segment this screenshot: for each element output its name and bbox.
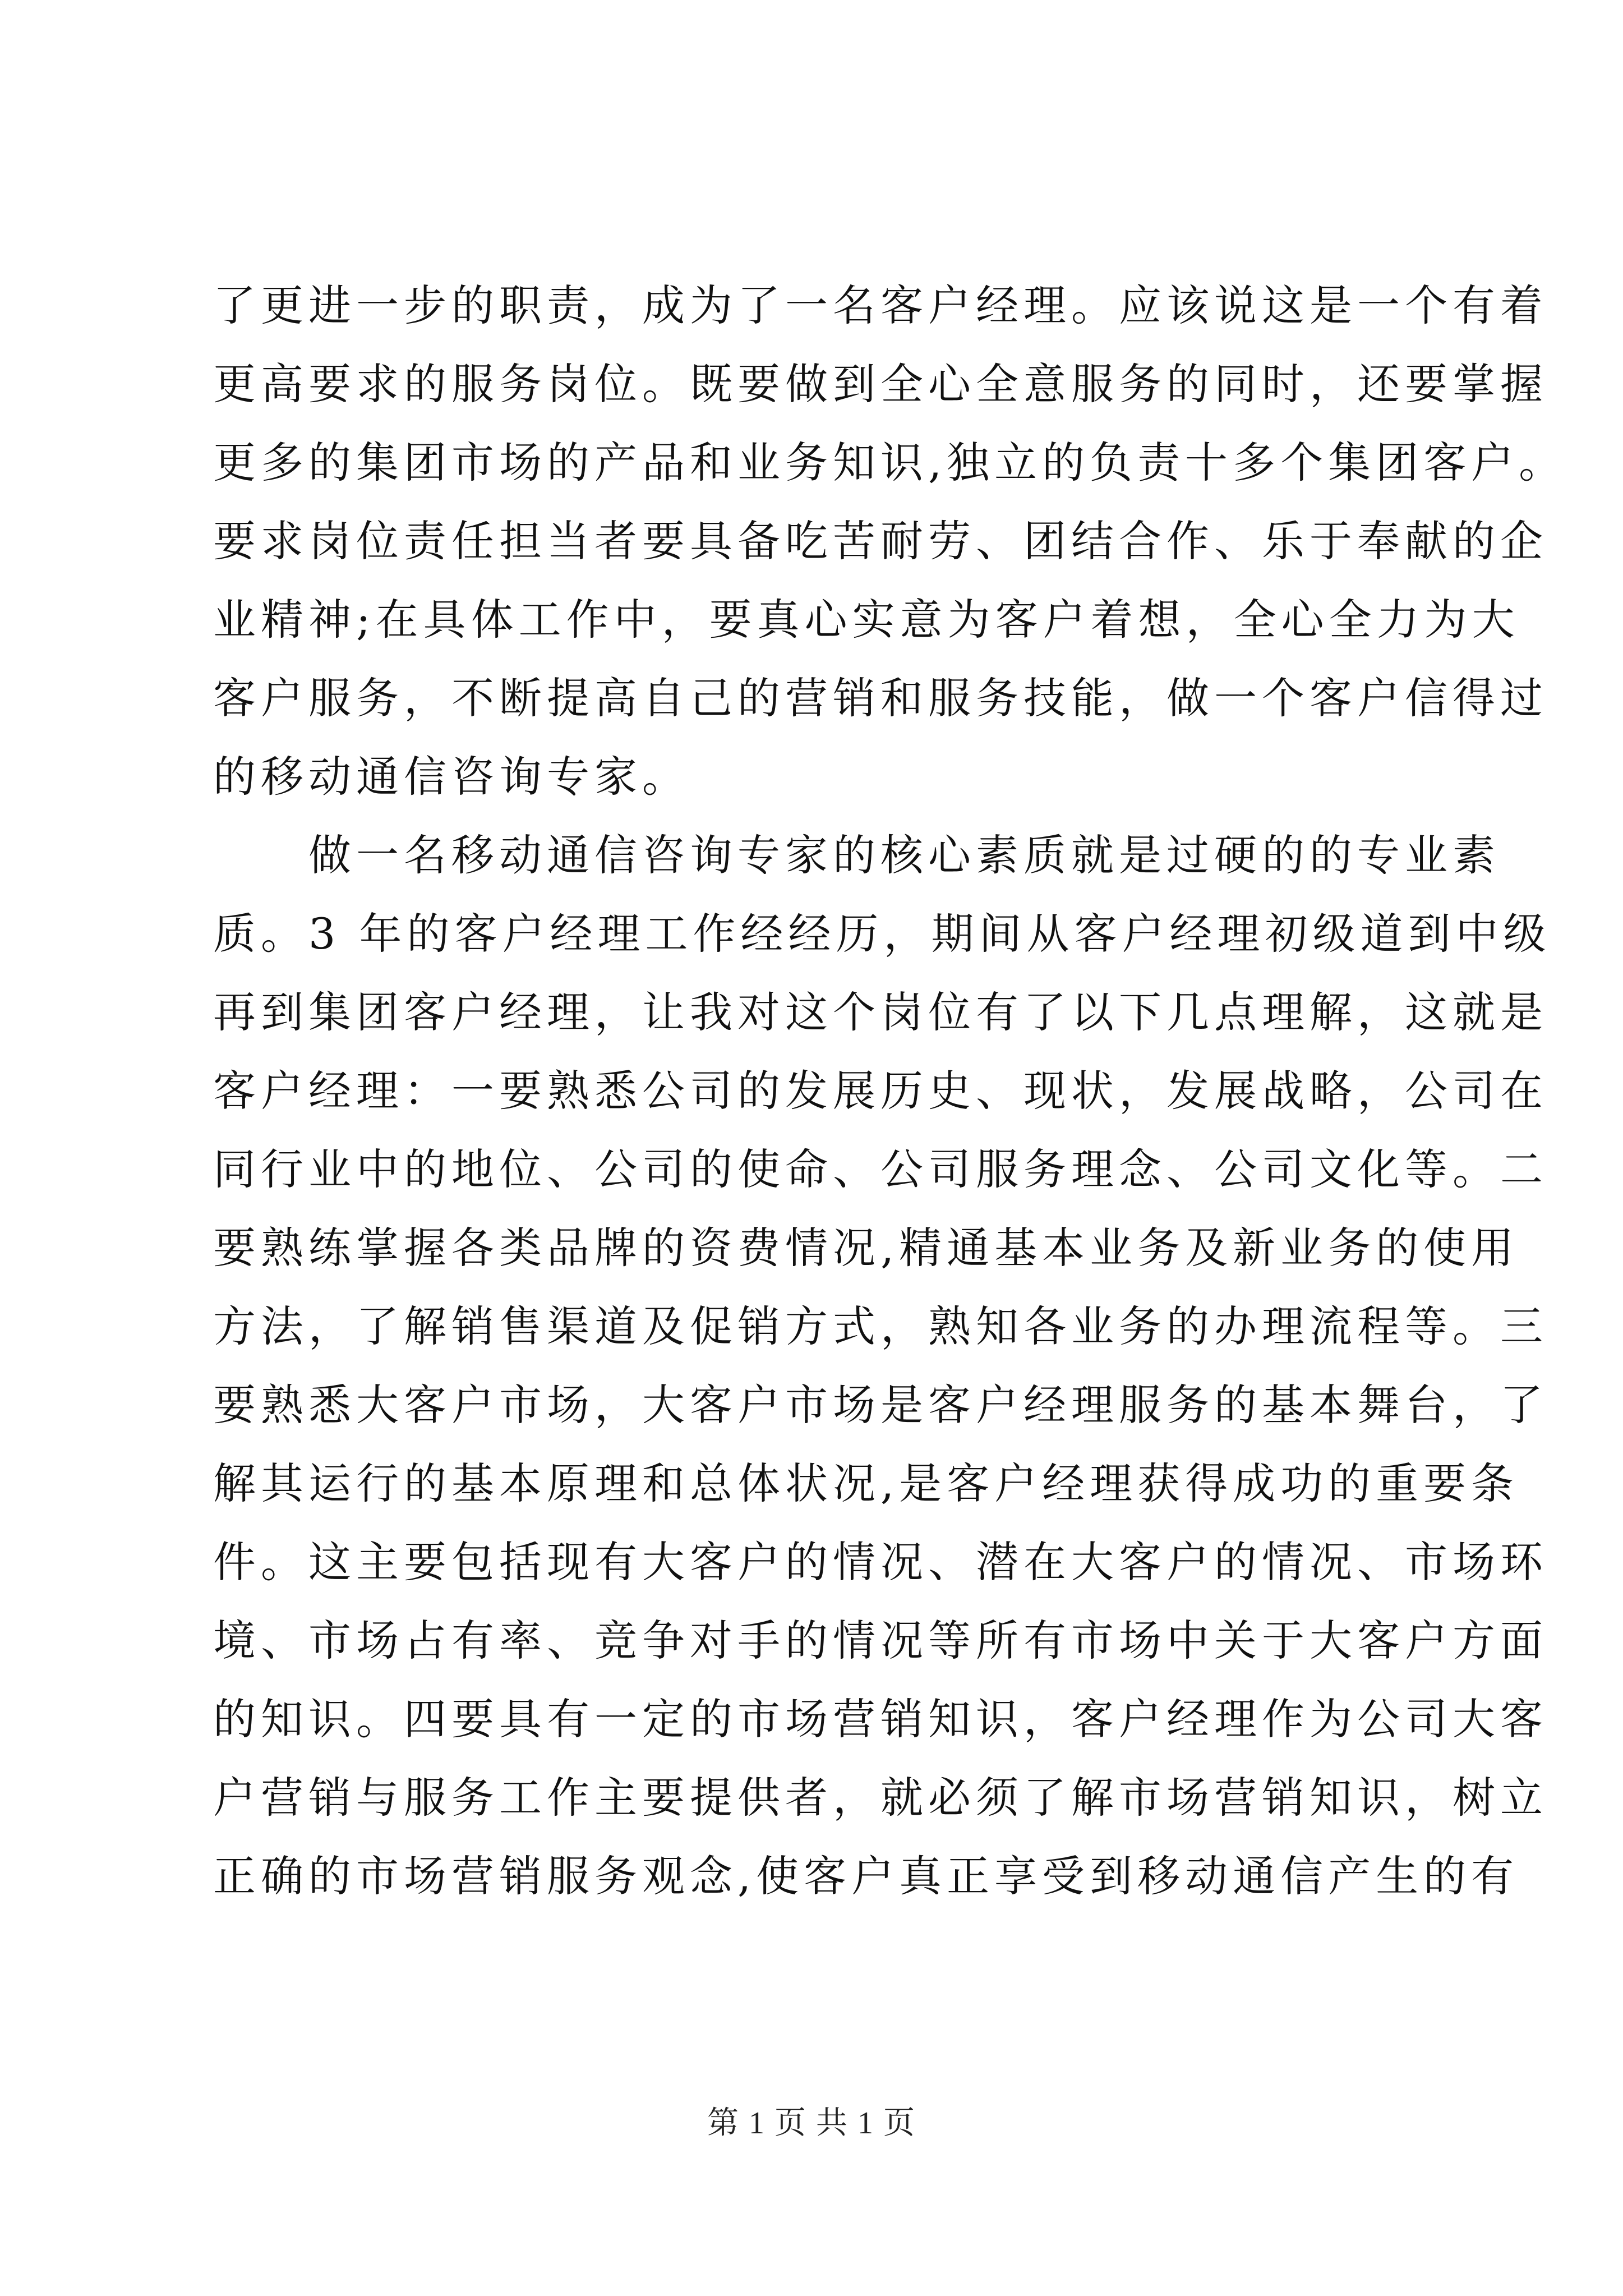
text-line: 的知识。四要具有一定的市场营销知识，客户经理作为公司大客: [213, 1694, 1548, 1744]
document-body: [213, 266, 1567, 1916]
text-line: 户营销与服务工作主要提供者，就必须了解市场营销知识，树立: [213, 1773, 1548, 1823]
text-line: 了更进一步的职责，成为了一名客户经理。应该说这是一个有着: [213, 280, 1548, 330]
text-line: 解其运行的基本原理和总体状况,是客户经理获得成功的重要条: [213, 1458, 1519, 1508]
text-line: 方法，了解销售渠道及促销方式，熟知各业务的办理流程等。三: [213, 1301, 1548, 1351]
text-line: 要求岗位责任担当者要具备吃苦耐劳、团结合作、乐于奉献的企: [213, 516, 1548, 566]
text-line: 质。3 年的客户经理工作经经历，期间从客户经理初级道到中级: [213, 909, 1551, 959]
text-line: 境、市场占有率、竞争对手的情况等所有市场中关于大客户方面: [213, 1616, 1548, 1665]
text-line: 再到集团客户经理，让我对这个岗位有了以下几点理解，这就是: [213, 987, 1548, 1037]
text-line: 客户服务，不断提高自己的营销和服务技能，做一个客户信得过: [213, 673, 1548, 723]
text-line: 件。这主要包括现有大客户的情况、潜在大客户的情况、市场环: [213, 1537, 1548, 1587]
text-line: 同行业中的地位、公司的使命、公司服务理念、公司文化等。二: [213, 1144, 1548, 1194]
text-line: 更高要求的服务岗位。既要做到全心全意服务的同时，还要掌握: [213, 359, 1548, 409]
text-line: 要熟练掌握各类品牌的资费情况,精通基本业务及新业务的使用: [213, 1223, 1519, 1273]
text-line: 的移动通信咨询专家。: [213, 752, 690, 802]
text-line: 更多的集团市场的产品和业务知识,独立的负责十多个集团客户。: [213, 438, 1567, 487]
text-line: 客户经理：一要熟悉公司的发展历史、现状，发展战略，公司在: [213, 1066, 1548, 1116]
text-line: 业精神;在具体工作中，要真心实意为客户着想，全心全力为大: [213, 595, 1520, 645]
page-number-footer: 第 1 页 共 1 页: [707, 2106, 916, 2141]
text-line: 要熟悉大客户市场，大客户市场是客户经理服务的基本舞台，了: [213, 1380, 1548, 1430]
text-line: 正确的市场营销服务观念,使客户真正享受到移动通信产生的有: [213, 1851, 1519, 1901]
paragraph-start-line: 做一名移动通信咨询专家的核心素质就是过硬的的专业素: [308, 830, 1500, 880]
